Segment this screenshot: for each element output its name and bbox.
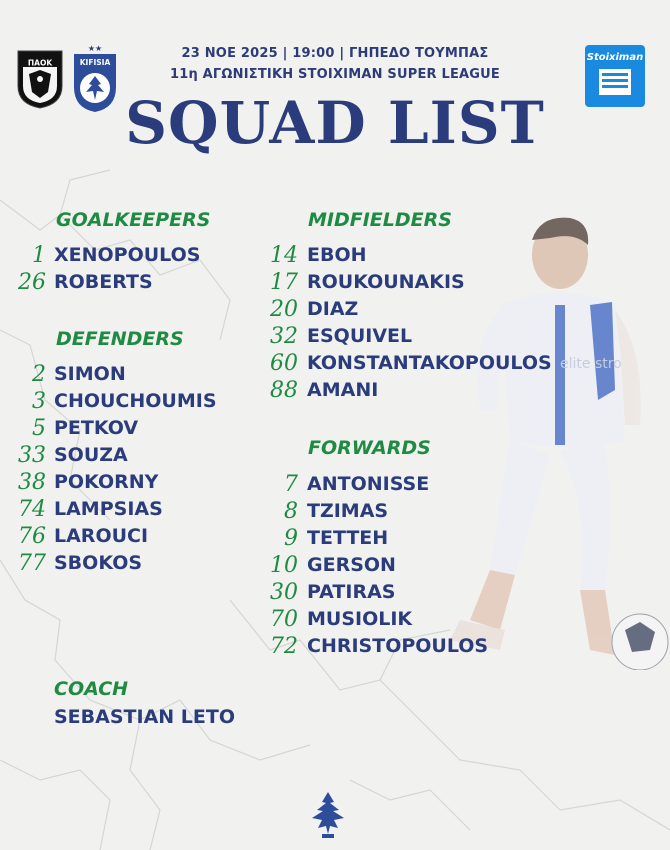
player-number: 88 — [270, 378, 298, 403]
goalkeepers-title: GOALKEEPERS — [56, 209, 211, 231]
player-number: 2 — [32, 362, 46, 387]
player-number: 60 — [270, 351, 298, 376]
player-number: 38 — [18, 470, 46, 495]
player-name: TETTEH — [307, 527, 389, 549]
player-number: 10 — [270, 553, 298, 578]
player-number: 76 — [18, 524, 46, 549]
player-number: 32 — [270, 324, 298, 349]
player-name: POKORNY — [54, 471, 159, 493]
svg-text:elite stro: elite stro — [560, 356, 622, 372]
player-name: DIAZ — [307, 298, 359, 320]
player-number: 1 — [32, 243, 46, 268]
player-name: LAMPSIAS — [54, 498, 163, 520]
player-number: 26 — [18, 270, 46, 295]
player-name: SBOKOS — [54, 552, 143, 574]
player-name: ROUKOUNAKIS — [307, 271, 465, 293]
player-name: MUSIOLIK — [307, 608, 413, 630]
player-number: 20 — [270, 297, 298, 322]
player-number: 33 — [18, 443, 46, 468]
player-photo — [440, 210, 670, 670]
player-number: 8 — [284, 499, 298, 524]
page-title: SQUAD LIST — [125, 89, 545, 157]
player-number: 30 — [270, 580, 298, 605]
player-name: ESQUIVEL — [307, 325, 413, 347]
midfielders-title: MIDFIELDERS — [308, 209, 452, 231]
player-name: KONSTANTAKOPOULOS — [307, 352, 552, 374]
player-name: PATIRAS — [307, 581, 396, 603]
player-name: AMANI — [307, 379, 379, 401]
player-number: 14 — [270, 243, 298, 268]
svg-text:★★: ★★ — [87, 44, 103, 53]
player-number: 9 — [284, 526, 298, 551]
player-name: LAROUCI — [54, 525, 149, 547]
player-number: 74 — [18, 497, 46, 522]
player-name: PETKOV — [54, 417, 139, 439]
player-name: CHRISTOPOULOS — [307, 635, 489, 657]
player-number: 3 — [32, 389, 46, 414]
svg-text:Stoiximan: Stoiximan — [586, 52, 644, 63]
player-name: ROBERTS — [54, 271, 153, 293]
coach-title: COACH — [54, 678, 129, 700]
player-name: GERSON — [307, 554, 396, 576]
player-name: TZIMAS — [307, 500, 389, 522]
player-number: 7 — [284, 472, 298, 497]
player-number: 17 — [270, 270, 298, 295]
forwards-title: FORWARDS — [308, 437, 431, 459]
competition-name: 11η ΑΓΩΝΙΣΤΙΚΗ STOIXIMAN SUPER LEAGUE — [169, 67, 501, 82]
player-number: 72 — [270, 634, 298, 659]
defenders-title: DEFENDERS — [56, 328, 184, 350]
player-name: XENOPOULOS — [54, 244, 201, 266]
svg-text:KIFISIA: KIFISIA — [79, 58, 111, 67]
player-number: 77 — [18, 551, 46, 576]
player-name: SIMON — [54, 363, 126, 385]
kifisia-leaf-crest-icon — [306, 790, 350, 840]
svg-text:ΠΑΟΚ: ΠΑΟΚ — [27, 58, 53, 68]
player-number: 70 — [270, 607, 298, 632]
player-number: 5 — [32, 416, 46, 441]
match-info: 23 ΝΟΕ 2025 | 19:00 | ΓΗΠΕΔΟ ΤΟΥΜΠΑΣ — [181, 46, 489, 61]
player-name: ANTONISSE — [307, 473, 430, 495]
player-name: EBOH — [307, 244, 367, 266]
player-name: SOUZA — [54, 444, 128, 466]
player-name: CHOUCHOUMIS — [54, 390, 217, 412]
coach-name: SEBASTIAN LETO — [54, 706, 235, 728]
